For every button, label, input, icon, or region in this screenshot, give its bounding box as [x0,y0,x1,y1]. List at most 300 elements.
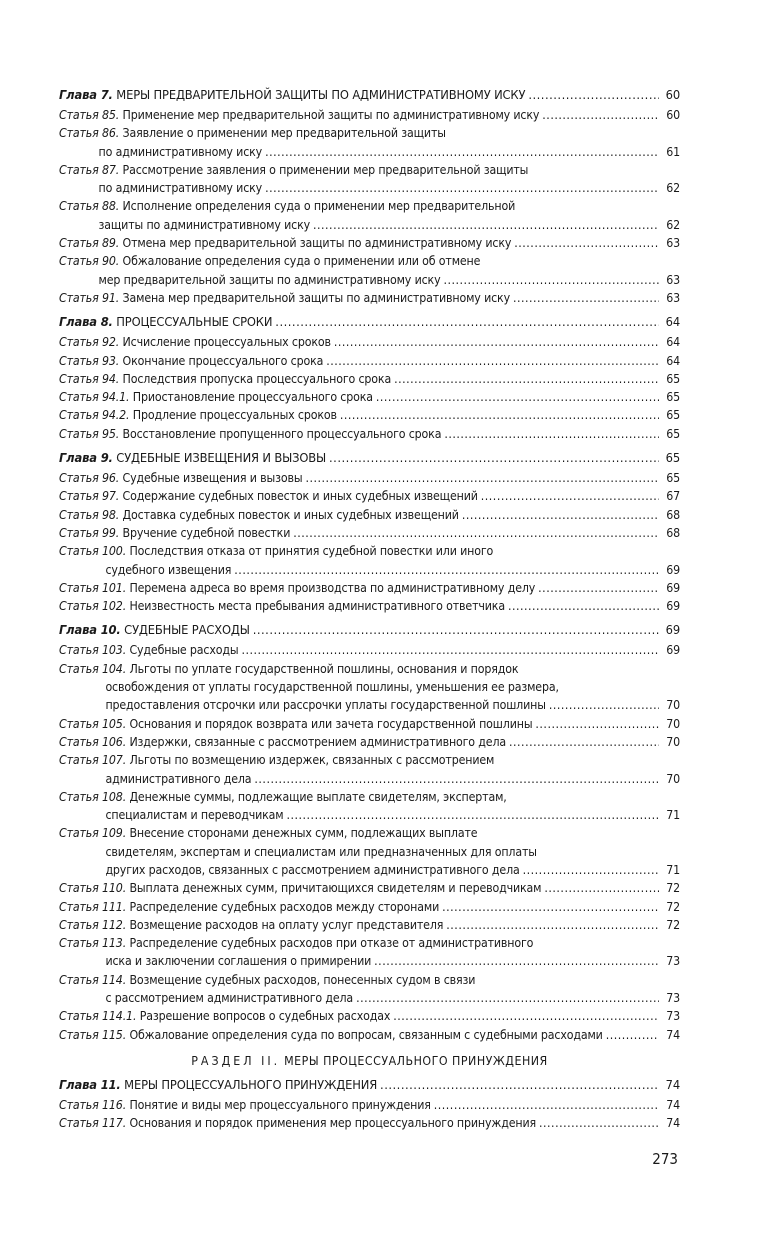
title-line [116,449,680,468]
title-line [129,898,680,916]
page-ref: 70 [666,698,680,713]
toc-article [59,1096,680,1114]
toc-article [59,487,680,505]
title-line [123,106,680,124]
title-text: административного дела [105,771,252,786]
title-line [129,733,680,751]
title-line [129,597,680,615]
title-text: Последствия отказа от принятия судебной повестки или иного [129,544,494,559]
title-line [116,86,680,105]
entry-title [123,506,680,524]
title-text: Перемена адреса во время производства по административному делу [129,580,536,595]
article-label: Статья 95. [59,426,120,441]
page-ref: 70 [666,716,680,731]
entry-title [116,313,680,332]
entry-title [129,597,680,615]
toc-article [59,388,680,406]
title-text: мер предварительной защиты по административному иску [98,272,441,287]
dot-leader [254,770,659,788]
article-label: Статья 106. [59,734,127,749]
title-line [129,1026,680,1044]
title-line [105,861,680,879]
article-label: Статья 86. [59,126,120,141]
page-ref: 65 [666,408,680,423]
page-ref: 65 [666,371,680,386]
dot-leader [265,143,659,161]
dot-leader [329,449,659,468]
title-text: Содержание судебных повесток и иных судебных извещений [122,489,478,504]
toc-chapter [59,1076,680,1095]
title-text: по административному иску [98,181,263,196]
article-label: Статья 109. [59,826,127,841]
title-text: МЕРЫ ПРЕДВАРИТЕЛЬНОЙ ЗАЩИТЫ ПО АДМИНИСТРАТИВНОМУ ИСКУ [116,88,526,103]
toc-article [59,124,680,161]
toc-chapter [59,86,680,105]
page-ref: 69 [665,623,680,639]
dot-leader [356,989,659,1007]
article-label: Статья 102. [59,599,127,614]
dot-leader [539,1114,659,1132]
toc-chapter [59,621,680,640]
title-text: Внесение сторонами денежных сумм, подлежащих выплате [129,826,478,841]
dot-leader [286,806,659,824]
dot-leader [538,579,659,597]
entry-title [133,406,680,424]
entry-title [123,370,680,388]
page-ref: 72 [666,881,680,896]
title-line [129,1114,680,1132]
toc-article [59,898,680,916]
title-text: Отмена мер предварительной защиты по административному иску [122,236,512,251]
entry-title [129,879,680,897]
page-ref: 67 [666,489,680,504]
toc-article [59,234,680,252]
entry-title [105,660,680,715]
title-text: МЕРЫ ПРОЦЕССУАЛЬНОГО ПРИНУЖДЕНИЯ [124,1077,378,1093]
title-text: Льготы по возмещению издержек, связанных с рассмотрением [129,753,495,768]
entry-title [129,641,680,659]
title-text: специалистам и переводчикам [105,808,284,823]
title-text: свидетелям, экспертам и специалистам или предназначенных для оплаты [105,844,537,859]
title-line [123,333,680,351]
section-heading [59,1052,680,1070]
title-text: Замена мер предварительной защиты по административному иску [122,290,510,305]
article-label: Статья 90. [59,254,120,269]
entry-title [129,898,680,916]
title-text: ПРОЦЕССУАЛЬНЫЕ СРОКИ [116,315,273,331]
dot-leader [305,469,659,487]
dot-leader [542,106,659,124]
article-label: Статья 114. [59,972,127,987]
article-label: Статья 100. [59,544,127,559]
toc-chapter [59,449,680,468]
toc-article [59,161,680,198]
entry-title [129,1026,680,1044]
page-ref: 74 [666,1027,680,1042]
entry-title [105,542,680,579]
title-line [124,621,680,640]
entry-title [105,751,680,788]
title-line [105,770,680,788]
title-line [105,678,680,696]
toc-article [59,916,680,934]
page-ref: 69 [666,562,680,577]
title-line [105,952,680,970]
toc-chapter [59,313,680,332]
entry-title [123,234,680,252]
article-label: Статья 116. [59,1097,127,1112]
title-text: Приостановление процессуального срока [132,390,373,405]
title-line [99,143,680,161]
title-text: СУДЕБНЫЕ ИЗВЕЩЕНИЯ И ВЫЗОВЫ [116,451,327,467]
dot-leader [374,952,659,970]
page-ref: 68 [666,525,680,540]
title-text: Исполнение определения суда о применении мер предварительной [122,199,516,214]
title-line [123,252,680,270]
title-line [133,388,680,406]
page-ref: 63 [666,236,680,251]
toc-article [59,406,680,424]
title-text: Применение мер предварительной защиты по административному иску [122,108,540,122]
title-line [129,916,680,934]
entry-title [129,1096,680,1114]
title-line [129,1096,680,1114]
article-label: Статья 110. [59,881,127,896]
dot-leader [334,333,659,351]
article-label: Статья 111. [59,899,127,914]
entry-title [123,106,680,124]
article-label: Статья 91. [59,290,120,305]
article-label: Статья 114.1. [59,1009,137,1024]
title-text: Восстановление пропущенного процессуального срока [122,426,442,441]
page-ref: 65 [666,426,680,441]
article-label: Статья 113. [59,936,127,951]
dot-leader [481,487,659,505]
page-ref: 64 [666,335,680,350]
article-label: Статья 103. [59,643,127,658]
toc-article [59,788,680,825]
entry-title [123,524,680,542]
title-line [129,971,680,989]
dot-leader [444,425,659,443]
title-text: Основания и порядок возврата или зачета государственной пошлины [129,716,533,731]
page-ref: 70 [666,734,680,749]
title-text: Разрешение вопросов о судебных расходах [139,1009,391,1024]
entry-title [129,579,680,597]
article-label: Статья 94.1. [59,390,130,405]
article-label: Статья 92. [59,335,120,350]
page-ref: 71 [666,862,680,877]
page-ref: 61 [666,144,680,159]
dot-leader [528,86,659,105]
title-text: Понятие и виды мер процессуального принуждения [129,1097,431,1112]
dot-leader [434,1096,659,1114]
title-line [123,352,680,370]
toc-article [59,824,680,879]
toc-article [59,106,680,124]
title-text: Обжалование определения суда по вопросам, связанным с судебными расходами [129,1027,603,1042]
entry-title [105,788,680,825]
title-line [123,370,680,388]
entry-title [123,425,680,443]
page-ref: 60 [665,88,680,103]
dot-leader [535,715,659,733]
entry-title [123,352,680,370]
page-ref: 74 [665,1077,680,1093]
title-line [123,506,680,524]
article-label: Статья 87. [59,162,120,177]
title-text: Продление процессуальных сроков [132,408,337,423]
dot-leader [606,1026,659,1044]
page-ref: 64 [665,315,680,331]
entry-title [105,971,680,1008]
toc-article [59,352,680,370]
title-text: других расходов, связанных с рассмотрением административного дела [105,862,520,877]
toc-article [59,715,680,733]
title-text: судебного извещения [105,562,232,577]
dot-leader [265,179,659,197]
section-prefix: РАЗДЕЛ II. [191,1053,281,1068]
article-label: Статья 94. [59,371,120,386]
page-ref: 65 [666,390,680,405]
title-text: Основания и порядок применения мер процессуального принуждения [129,1116,537,1131]
title-line [99,271,680,289]
page-ref: 68 [666,507,680,522]
article-label: Статья 107. [59,753,127,768]
title-line [129,824,680,842]
title-line [99,216,680,234]
title-text: Судебные извещения и вызовы [122,471,303,486]
toc-article [59,579,680,597]
title-line [129,788,680,806]
article-label: Статья 108. [59,789,127,804]
title-line [129,715,680,733]
dot-leader [442,898,659,916]
title-text: защиты по административному иску [98,217,310,232]
dot-leader [313,216,659,234]
toc-article [59,333,680,351]
dot-leader [513,289,659,307]
entry-title [116,86,680,105]
entry-title [105,824,680,879]
entry-title [123,487,680,505]
dot-leader [393,1007,659,1025]
dot-leader [549,696,659,714]
dot-leader [241,641,659,659]
title-text: Окончание процессуального срока [122,353,324,368]
title-text: Возмещение расходов на оплату услуг представителя [129,917,444,932]
entry-title [98,197,680,234]
title-line [129,879,680,897]
title-line [129,934,680,952]
title-text: СУДЕБНЫЕ РАСХОДЫ [124,623,250,639]
article-label: Статья 105. [59,716,127,731]
article-label: Статья 88. [59,199,120,214]
title-text: Неизвестность места пребывания административного ответчика [129,599,505,614]
article-label: Статья 89. [59,236,120,251]
page-ref: 71 [666,808,680,823]
toc-article [59,1007,680,1025]
title-text: Судебные расходы [129,643,239,658]
page-ref: 72 [666,917,680,932]
page-ref: 64 [666,353,680,368]
dot-leader [234,561,659,579]
article-label: Статья 115. [59,1027,127,1042]
chapter-label: Глава 9. [59,451,113,467]
title-text: Вручение судебной повестки [122,525,291,540]
title-line [105,806,680,824]
title-line [123,234,680,252]
title-text: Издержки, связанные с рассмотрением административного дела [129,734,507,749]
title-text: Распределение судебных расходов при отказе от административного [129,936,534,951]
article-label: Статья 97. [59,489,120,504]
title-line [124,1076,680,1095]
page-ref: 60 [666,108,680,122]
entry-title [98,252,680,289]
entry-title [133,388,680,406]
dot-leader [293,524,659,542]
toc-article [59,641,680,659]
dot-leader [544,879,659,897]
dot-leader [326,352,659,370]
article-label: Статья 94.2. [59,408,130,423]
article-label: Статья 104. [59,661,127,676]
dot-leader [462,506,659,524]
chapter-label: Глава 7. [59,88,113,103]
dot-leader [443,271,659,289]
title-line [129,579,680,597]
entry-title [129,733,680,751]
page-ref: 73 [666,1009,680,1024]
title-text: Денежные суммы, подлежащие выплате свидетелям, экспертам, [129,789,507,804]
title-text: предоставления отсрочки или рассрочки уплаты государственной пошлины [105,698,546,713]
entry-title [129,916,680,934]
title-text: Доставка судебных повесток и иных судебных извещений [122,507,459,522]
page-ref: 69 [666,599,680,614]
dot-leader [514,234,659,252]
section-title: МЕРЫ ПРОЦЕССУАЛЬНОГО ПРИНУЖДЕНИЯ [284,1053,548,1068]
dot-leader [394,370,659,388]
title-line [99,179,680,197]
entry-title [98,124,680,161]
chapter-label: Глава 10. [59,623,121,639]
toc-article [59,289,680,307]
title-text: Исчисление процессуальных сроков [122,335,331,350]
page-ref: 65 [665,451,680,467]
title-line [105,843,680,861]
entry-title [98,161,680,198]
dot-leader [380,1076,659,1095]
title-line [140,1007,680,1025]
title-text: Распределение судебных расходов между сторонами [129,899,440,914]
title-text: Рассмотрение заявления о применении мер предварительной защиты [122,162,529,177]
title-line [133,406,680,424]
entry-title [124,621,680,640]
page-ref: 73 [666,991,680,1006]
toc-article [59,1026,680,1044]
title-text: освобождения от уплаты государственной пошлины, уменьшения ее размера, [105,680,559,695]
title-text: Возмещение судебных расходов, понесенных судом в связи [129,972,476,987]
title-line [105,696,680,714]
article-label: Статья 112. [59,917,127,932]
toc-article [59,425,680,443]
title-text: Обжалование определения суда о применении или об отмене [122,254,481,269]
toc-article [59,524,680,542]
title-line [123,289,680,307]
page-ref: 69 [666,580,680,595]
dot-leader [523,861,659,879]
title-text: Заявление о применении мер предварительной защиты [122,126,446,141]
dot-leader [376,388,659,406]
page-ref: 73 [666,954,680,969]
toc-article [59,469,680,487]
toc-article [59,597,680,615]
title-text: Льготы по уплате государственной пошлины, основания и порядок [129,661,519,676]
title-line [123,124,680,142]
article-label: Статья 117. [59,1116,127,1131]
page-ref: 70 [666,771,680,786]
title-line [129,542,680,560]
toc-article [59,252,680,289]
toc-article [59,1114,680,1132]
article-label: Статья 101. [59,580,127,595]
article-label: Статья 98. [59,507,120,522]
entry-title [123,289,680,307]
page-ref: 63 [666,290,680,305]
title-line [105,989,680,1007]
page-ref: 72 [666,899,680,914]
chapter-label: Глава 11. [59,1077,121,1093]
title-text: Выплата денежных сумм, причитающихся свидетелям и переводчикам [129,881,542,896]
toc-article [59,751,680,788]
dot-leader [508,597,659,615]
entry-title [124,1076,680,1095]
title-line [129,751,680,769]
title-line [123,487,680,505]
toc-article [59,733,680,751]
entry-title [105,934,680,971]
article-label: Статья 93. [59,353,120,368]
dot-leader [340,406,659,424]
dot-leader [446,916,659,934]
title-text: иска и заключении соглашения о примирении [105,954,372,969]
page-ref: 63 [666,272,680,287]
title-line [129,641,680,659]
page-number: 273 [652,1150,678,1168]
page-ref: 74 [666,1116,680,1131]
entry-title [129,1114,680,1132]
toc-article [59,197,680,234]
page-ref: 62 [666,217,680,232]
title-line [129,660,680,678]
toc-article [59,879,680,897]
title-line [123,425,680,443]
page-ref: 74 [666,1097,680,1112]
toc-article [59,542,680,579]
title-line [105,561,680,579]
title-line [123,524,680,542]
toc-article [59,370,680,388]
title-line [116,313,680,332]
page-ref: 69 [666,643,680,658]
toc-article [59,971,680,1008]
toc-article [59,660,680,715]
toc-article [59,506,680,524]
chapter-label: Глава 8. [59,315,113,331]
article-label: Статья 85. [59,108,120,122]
table-of-contents [59,86,680,1133]
dot-leader [509,733,659,751]
